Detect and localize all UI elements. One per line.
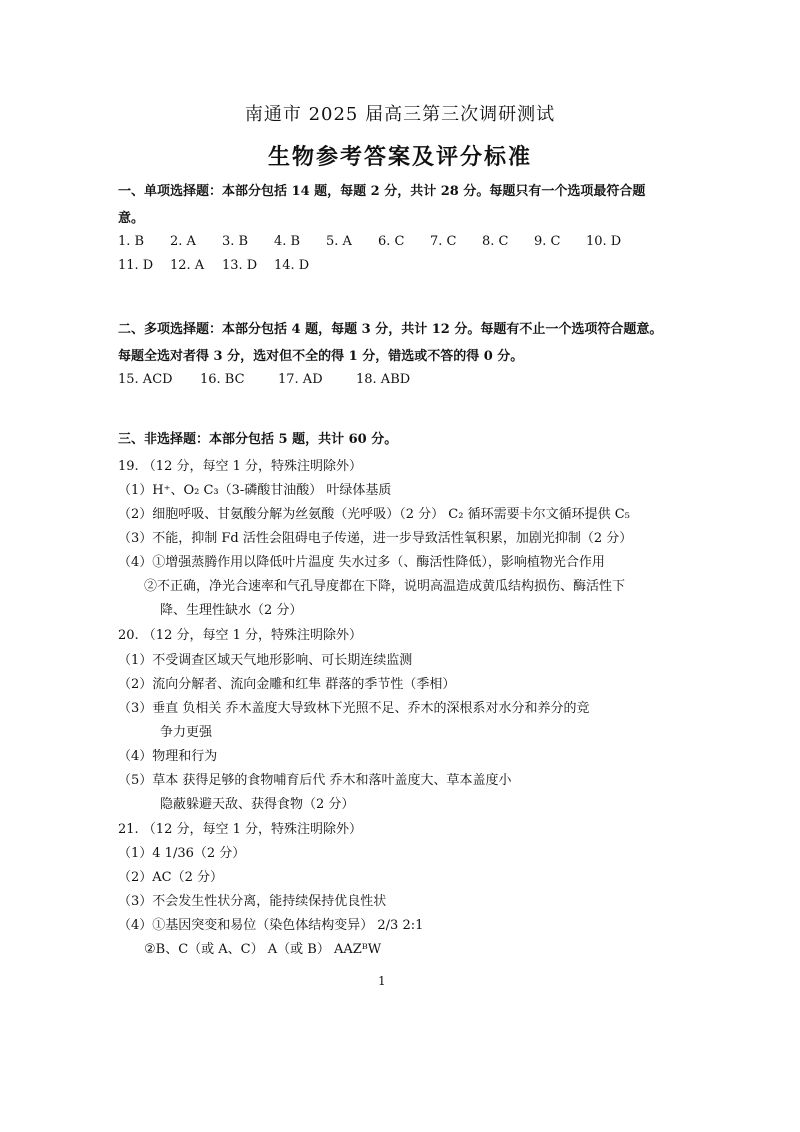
q20-heading: 20. （12 分，每空 1 分，特殊注明除外） (118, 628, 363, 643)
answer-item: 15. ACD (118, 372, 173, 387)
answer-item: 8. C (482, 234, 509, 249)
section1-answers-row2 (118, 258, 326, 273)
q20-part3: （3）垂直 负相关 乔木盖度大导致林下光照不足、乔木的深根系对水分和养分的竞 (118, 701, 590, 716)
answer-item: 4. B (274, 234, 301, 249)
q19-part3: （3）不能，抑制 Fd 活性会阻碍电子传递，进一步导致活性氧积累，加剧光抑制（2 分） (118, 531, 633, 546)
section2-answers-row (118, 372, 436, 387)
answer-item: 7. C (430, 234, 457, 249)
q19-part1: （1）H⁺、O₂ C₃（3-磷酸甘油酸） 叶绿体基质 (118, 483, 392, 498)
q20-part1: （1）不受调查区域天气地形影响、可长期连续监测 (118, 653, 413, 668)
section2-heading-cont: 每题全选对者得 3 分，选对但不全的得 1 分，错选或不答的得 0 分。 (118, 349, 524, 364)
q20-part5: （5）草本 获得足够的食物哺育后代 乔木和落叶盖度大、草本盖度小 (118, 773, 512, 788)
answer-item: 14. D (274, 258, 310, 273)
q19-part4-b-cont: 降、生理性缺水（2 分） (160, 603, 303, 618)
section1-heading-cont: 意。 (118, 211, 145, 226)
q21-heading: 21. （12 分，每空 1 分，特殊注明除外） (118, 822, 363, 837)
q19-part4-b: ②不正确，净光合速率和气孔导度都在下降，说明高温造成黄瓜结构损伤、酶活性下 (144, 579, 626, 594)
answer-item: 17. AD (278, 372, 323, 387)
section1-answers-row1 (118, 234, 638, 249)
answer-item: 18. ABD (356, 372, 411, 387)
page-number: 1 (378, 974, 386, 988)
q20-part2: （2）流向分解者、流向金雕和红隼 群落的季节性（季相） (118, 677, 456, 692)
answer-item: 10. D (586, 234, 622, 249)
answer-item: 5. A (326, 234, 352, 249)
section1-heading: 一、单项选择题：本部分包括 14 题，每题 2 分，共计 28 分。每题只有一个选项最符合题 (118, 184, 646, 199)
section2-heading: 二、多项选择题：本部分包括 4 题，每题 3 分，共计 12 分。每题有不止一个选项符合题意。 (118, 322, 663, 337)
answer-item: 2. A (170, 234, 196, 249)
q19-part4: （4）①增强蒸腾作用以降低叶片温度 失水过多（、酶活性降低），影响植物光合作用 (118, 555, 605, 570)
q21-part4-b: ②B、C（或 A、C） A（或 B） AAZᴮW (144, 942, 382, 957)
answer-item: 13. D (222, 258, 258, 273)
q21-part2: （2）AC（2 分） (118, 870, 224, 885)
answer-item: 1. B (118, 234, 145, 249)
exam-title: 南通市 2025 届高三第三次调研测试 (244, 104, 556, 125)
q19-part2: （2）细胞呼吸、甘氨酸分解为丝氨酸（光呼吸）（2 分） C₂ 循环需要卡尔文循环提供 C₅ (118, 507, 630, 522)
q21-part1: （1）4 1/36（2 分） (118, 846, 246, 861)
q20-part5-cont: 隐蔽躲避天敌、获得食物（2 分） (160, 797, 355, 812)
answer-item: 11. D (118, 258, 154, 273)
answer-key-subtitle: 生物参考答案及评分标准 (267, 144, 532, 170)
section3-heading: 三、非选择题：本部分包括 5 题，共计 60 分。 (118, 432, 398, 447)
q21-part3: （3）不会发生性状分离，能持续保持优良性状 (118, 894, 387, 909)
q19-heading: 19. （12 分，每空 1 分，特殊注明除外） (118, 459, 363, 474)
answer-item: 12. A (170, 258, 205, 273)
q20-part3-cont: 争力更强 (160, 725, 213, 740)
q21-part4: （4）①基因突变和易位（染色体结构变异） 2/3 2:1 (118, 918, 424, 933)
answer-item: 6. C (378, 234, 405, 249)
answer-item: 3. B (222, 234, 249, 249)
answer-item: 9. C (534, 234, 561, 249)
q20-part4: （4）物理和行为 (118, 749, 218, 764)
answer-item: 16. BC (200, 372, 245, 387)
